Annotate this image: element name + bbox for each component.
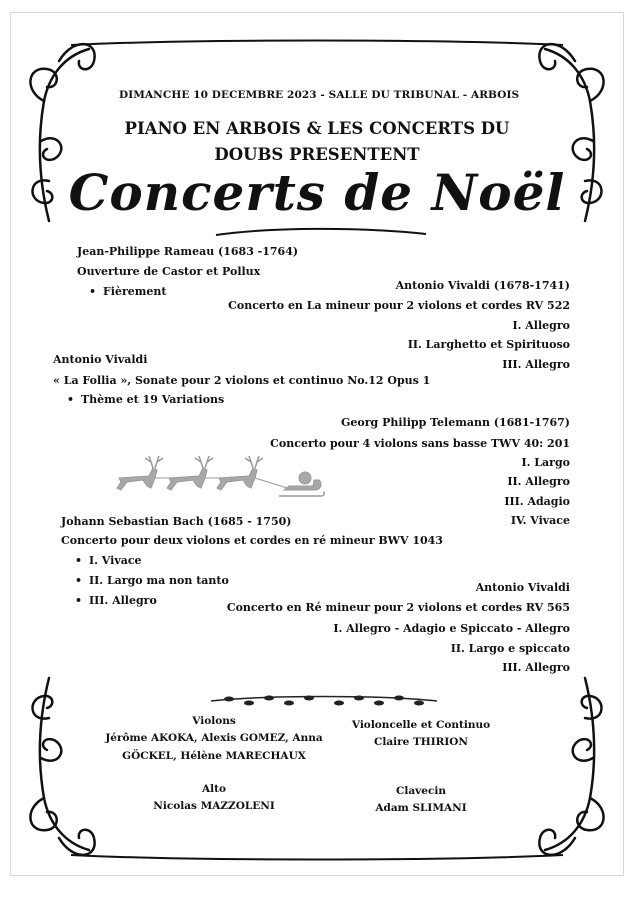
performer-names-violons-line1: Jérôme AKOKA, Alexis GOMEZ, Anna — [105, 732, 323, 744]
event-date-line: DIMANCHE 10 DECEMBRE 2023 - SALLE DU TRIBUNAL - ARBOIS — [119, 89, 520, 101]
performer-role-alto: Alto — [202, 783, 226, 795]
performer-names-clavecin: Adam SLIMANI — [375, 802, 467, 814]
reindeer-sleigh-illustration — [109, 438, 329, 508]
vivaldi3-work: Concerto en Ré mineur pour 2 violons et cordes RV 565 — [226, 601, 570, 614]
telemann-movement: IV. Vivace — [510, 514, 570, 527]
performer-names-violoncelle: Claire THIRION — [373, 736, 469, 748]
telemann-movement: III. Adagio — [504, 495, 570, 508]
holly-garland-divider — [209, 691, 439, 711]
corner-flourish-bottom-left — [19, 668, 99, 868]
top-frame-line — [71, 39, 563, 51]
vivaldi1-movement: I. Allegro — [512, 319, 570, 332]
telemann-composer: Georg Philipp Telemann (1681-1767) — [341, 416, 570, 429]
telemann-movement: II. Allegro — [507, 475, 570, 488]
presenter-line-1: PIANO EN ARBOIS & LES CONCERTS DU — [124, 119, 510, 138]
vivaldi2-work: « La Follia », Sonate pour 2 violons et continuo No.12 Opus 1 — [53, 374, 431, 387]
rameau-movement: • Fièrement — [89, 285, 167, 298]
performer-names-violons-line2: GÖCKEL, Hélène MARECHAUX — [122, 750, 306, 762]
vivaldi1-work: Concerto en La mineur pour 2 violons et cordes RV 522 — [228, 299, 570, 312]
telemann-work: Concerto pour 4 violons sans basse TWV 40: 201 — [270, 437, 570, 450]
concert-poster — [10, 12, 624, 876]
vivaldi2-composer: Antonio Vivaldi — [53, 353, 148, 366]
title-underline-swash — [211, 225, 431, 241]
vivaldi3-movement: I. Allegro - Adagio e Spiccato - Allegro — [333, 622, 570, 635]
bach-movement: • I. Vivace — [75, 554, 142, 567]
bottom-frame-line — [71, 849, 563, 861]
presenter-line-2: DOUBS PRESENTENT — [214, 145, 420, 164]
bach-work: Concerto pour deux violons et cordes en ré mineur BWV 1043 — [61, 534, 443, 547]
concert-title: Concerts de Noël — [68, 163, 566, 222]
bach-movement: • III. Allegro — [75, 594, 157, 607]
corner-flourish-bottom-right — [535, 668, 615, 868]
performer-role-violons: Violons — [192, 715, 236, 727]
performer-role-violoncelle: Violoncelle et Continuo — [351, 719, 491, 731]
vivaldi1-composer: Antonio Vivaldi (1678-1741) — [395, 279, 570, 292]
bach-composer: Johann Sebastian Bach (1685 - 1750) — [61, 515, 292, 528]
vivaldi3-movement: II. Largo e spiccato — [450, 642, 570, 655]
rameau-work: Ouverture de Castor et Pollux — [77, 265, 261, 278]
telemann-movement: I. Largo — [521, 456, 570, 469]
bach-movement: • II. Largo ma non tanto — [75, 574, 229, 587]
performer-role-clavecin: Clavecin — [396, 785, 446, 797]
vivaldi3-composer: Antonio Vivaldi — [475, 581, 570, 594]
performer-names-alto: Nicolas MAZZOLENI — [153, 800, 275, 812]
vivaldi2-movement: • Thème et 19 Variations — [67, 393, 224, 406]
vivaldi1-movement: II. Larghetto et Spirituoso — [407, 338, 570, 351]
vivaldi3-movement: III. Allegro — [502, 661, 570, 674]
vivaldi1-movement: III. Allegro — [502, 358, 570, 371]
rameau-composer: Jean-Philippe Rameau (1683 -1764) — [77, 245, 299, 258]
